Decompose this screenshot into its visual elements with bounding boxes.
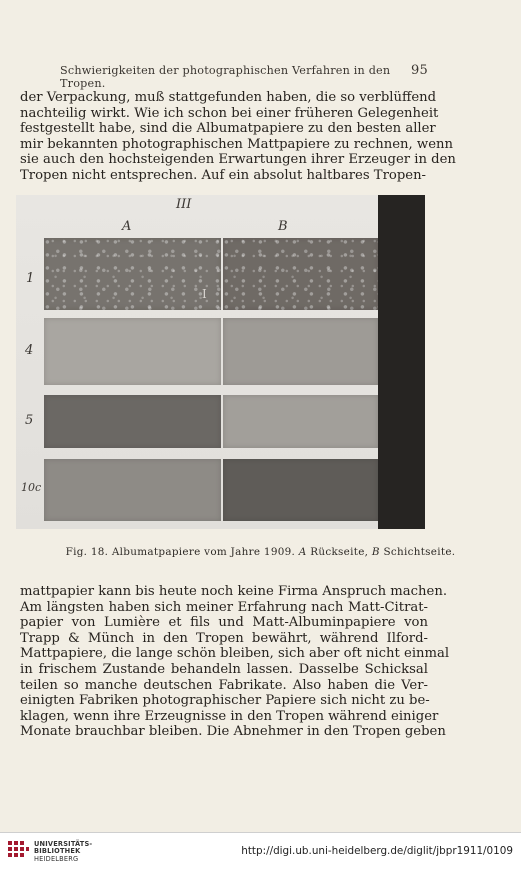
row-label-10c: 10c bbox=[21, 481, 42, 494]
text-line: Tropen nicht entsprechen. Auf ein absolut haltbares Tropen- bbox=[20, 167, 427, 183]
text-line: sie auch den hochsteigenden Erwartungen ihrer Erzeuger in den bbox=[20, 152, 456, 168]
caption-prefix: Fig. 18. Albumatpapiere vom Jahre 1909. bbox=[65, 546, 296, 558]
text-line: teilen so manche deutschen Fabrikate. Also haben die Ver- bbox=[20, 677, 428, 693]
text-line: in frischem Zustande behandeln lassen. Dasselbe Schicksal bbox=[20, 661, 428, 677]
text-line: der Verpackung, muß stattgefunden haben, die so verblüffend bbox=[20, 90, 437, 105]
paragraph-top bbox=[20, 90, 456, 184]
text-line: nachteilig wirkt. Wie ich schon bei einer früheren Gelegenheit bbox=[20, 105, 439, 121]
sample-swatch bbox=[223, 238, 378, 310]
sample-swatch bbox=[44, 459, 221, 521]
figure-dark-edge bbox=[378, 195, 425, 529]
figure-photograph bbox=[16, 195, 425, 529]
row-label-5: 5 bbox=[25, 413, 34, 428]
column-label-a: A bbox=[122, 219, 132, 234]
text-line: festgestellt habe, sind die Albumatpapiere zu den besten aller bbox=[20, 121, 436, 137]
sample-swatch bbox=[44, 238, 221, 310]
panel-label: III bbox=[176, 197, 192, 212]
inset-mark: I bbox=[202, 287, 207, 301]
running-head bbox=[60, 64, 428, 90]
library-name[interactable]: UNIVERSITÄTS- BIBLIOTHEK HEIDELBERG bbox=[34, 840, 93, 863]
text-line: klagen, wenn ihre Erzeugnisse in den Tropen während einiger bbox=[20, 708, 439, 724]
text-line: Mattpapiere, die lange schön bleiben, sich aber oft nicht einmal bbox=[20, 646, 450, 662]
paragraph-bottom bbox=[20, 584, 450, 740]
caption-a-text: Rückseite, bbox=[310, 546, 369, 558]
text-line: Trapp & Münch in den Tropen bewährt, während Ilford- bbox=[20, 630, 428, 646]
text-line: Am längsten haben sich meiner Erfahrung nach Matt-Citrat- bbox=[20, 599, 428, 615]
text-line: papier von Lumière et fils und Matt-Albuminpapiere von bbox=[20, 615, 428, 631]
page-number: 95 bbox=[411, 63, 428, 78]
text-line: Monate brauchbar bleiben. Die Abnehmer in den Tropen geben bbox=[20, 724, 446, 740]
sample-swatch bbox=[44, 318, 221, 385]
sample-swatch bbox=[223, 318, 378, 385]
row-label-1: 1 bbox=[26, 271, 35, 286]
text-line: mattpapier kann bis heute noch keine Firma Anspruch machen. bbox=[20, 584, 448, 599]
caption-b: B bbox=[371, 546, 380, 558]
column-label-b: B bbox=[278, 219, 288, 234]
heidelberg-library-logo-icon[interactable] bbox=[6, 839, 30, 863]
caption-b-text: Schichtseite. bbox=[383, 546, 456, 558]
text-line: einigten Fabriken photographischer Papiere sich nicht zu be- bbox=[20, 693, 430, 709]
sample-swatch bbox=[223, 395, 378, 448]
row-label-4: 4 bbox=[25, 343, 34, 358]
sample-swatch bbox=[223, 459, 378, 521]
running-head-title: Schwierigkeiten der photographischen Verfahren in den Tropen. bbox=[60, 64, 391, 90]
caption-a: A bbox=[298, 546, 307, 558]
permalink-url[interactable]: http://digi.ub.uni-heidelberg.de/diglit/jbpr1911/0109 bbox=[241, 845, 513, 857]
viewer-footer bbox=[0, 832, 521, 869]
text-line: mir bekannten photographischen Mattpapiere zu rechnen, wenn bbox=[20, 136, 454, 152]
sample-swatch bbox=[44, 395, 221, 448]
figure-caption bbox=[0, 546, 521, 558]
